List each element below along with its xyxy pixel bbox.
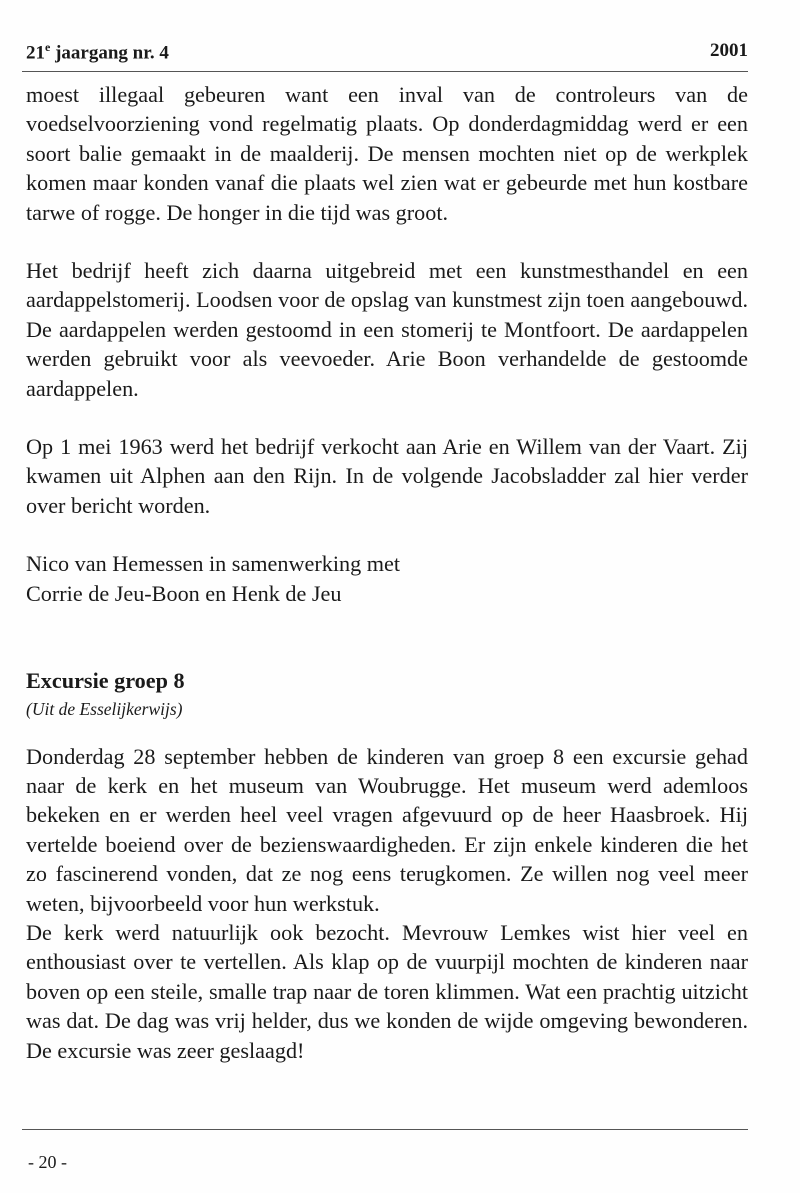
issue-superscript: e [45,40,51,54]
spacer [26,608,748,666]
spacer [26,722,748,742]
header-year: 2001 [710,40,748,61]
running-header [26,38,748,68]
article2-paragraph-2: De kerk werd natuurlijk ook bezocht. Mevrouw Lemkes wist hier veel en enthousiast over te vertellen. Als klap op de vuurpijl mochten de kinderen naar boven op een steile, smalle trap naar de toren klimmen. Wat een prachtig uitzicht was dat. De dag was vrij helder, dus we konden de wijde omgeving bewonderen. De excursie was zeer geslaagd! [26,919,748,1063]
article-source: (Uit de Esselijkerwijs) [26,698,183,719]
issue-number: 21 [26,42,45,64]
footer-rule [22,1129,748,1130]
spacer [26,403,748,432]
article2-paragraph-1: Donderdag 28 september hebben de kinderen van groep 8 een excursie gehad naar de kerk en het museum van Woubrugge. Het museum werd ademloos bekeken en er werden heel veel vragen afgevuurd op de heer Haasbroek. Hij vertelde boeiend over de bezienswaardigheden. Er zijn enkele kinderen die het zo fascinerend vonden, dat ze nog eens terugkomen. Ze willen nog veel meer weten, bijvoorbeeld voor hun werkstuk. [26,743,748,916]
spacer [26,227,748,256]
page-number: - 20 - [28,1152,67,1172]
page-body [26,80,748,1065]
article-title: Excursie groep 8 [26,668,185,694]
issue-label [26,40,169,64]
article1-paragraph-3: Op 1 mei 1963 werd het bedrijf verkocht aan Arie en Willem van der Vaart. Zij kwamen uit Alphen aan den Rijn. In de volgende Jacobsladder zal hier verder over bericht worden. [26,434,748,518]
spacer [26,520,748,549]
issue-text: jaargang nr. 4 [50,42,169,64]
article1-paragraph-1: moest illegaal gebeuren want een inval van de controleurs van de voedselvoorziening vond regelmatig plaats. Op donderdagmiddag werd er een soort balie gemaakt in de maalderij. De mensen mochten niet op de werkplek komen maar konden vanaf die plaats wel zien wat er gebeurde met hun kostbare tarwe of rogge. De honger in die tijd was groot. [26,82,748,225]
article1-paragraph-2: Het bedrijf heeft zich daarna uitgebreid met een kunstmesthandel en een aardappelstomerij. Loodsen voor de opslag van kunstmest zijn toen aangebouwd. De aardappelen werden gestoomd in een stomerij te Montfoort. De aardappelen werden gebruikt voor als veevoeder. Arie Boon verhandelde de gestoomde aardappelen. [26,258,748,401]
header-rule [22,71,748,72]
signature-line-2: Corrie de Jeu-Boon en Henk de Jeu [26,580,342,606]
signature-line-1: Nico van Hemessen in samenwerking met [26,551,401,577]
